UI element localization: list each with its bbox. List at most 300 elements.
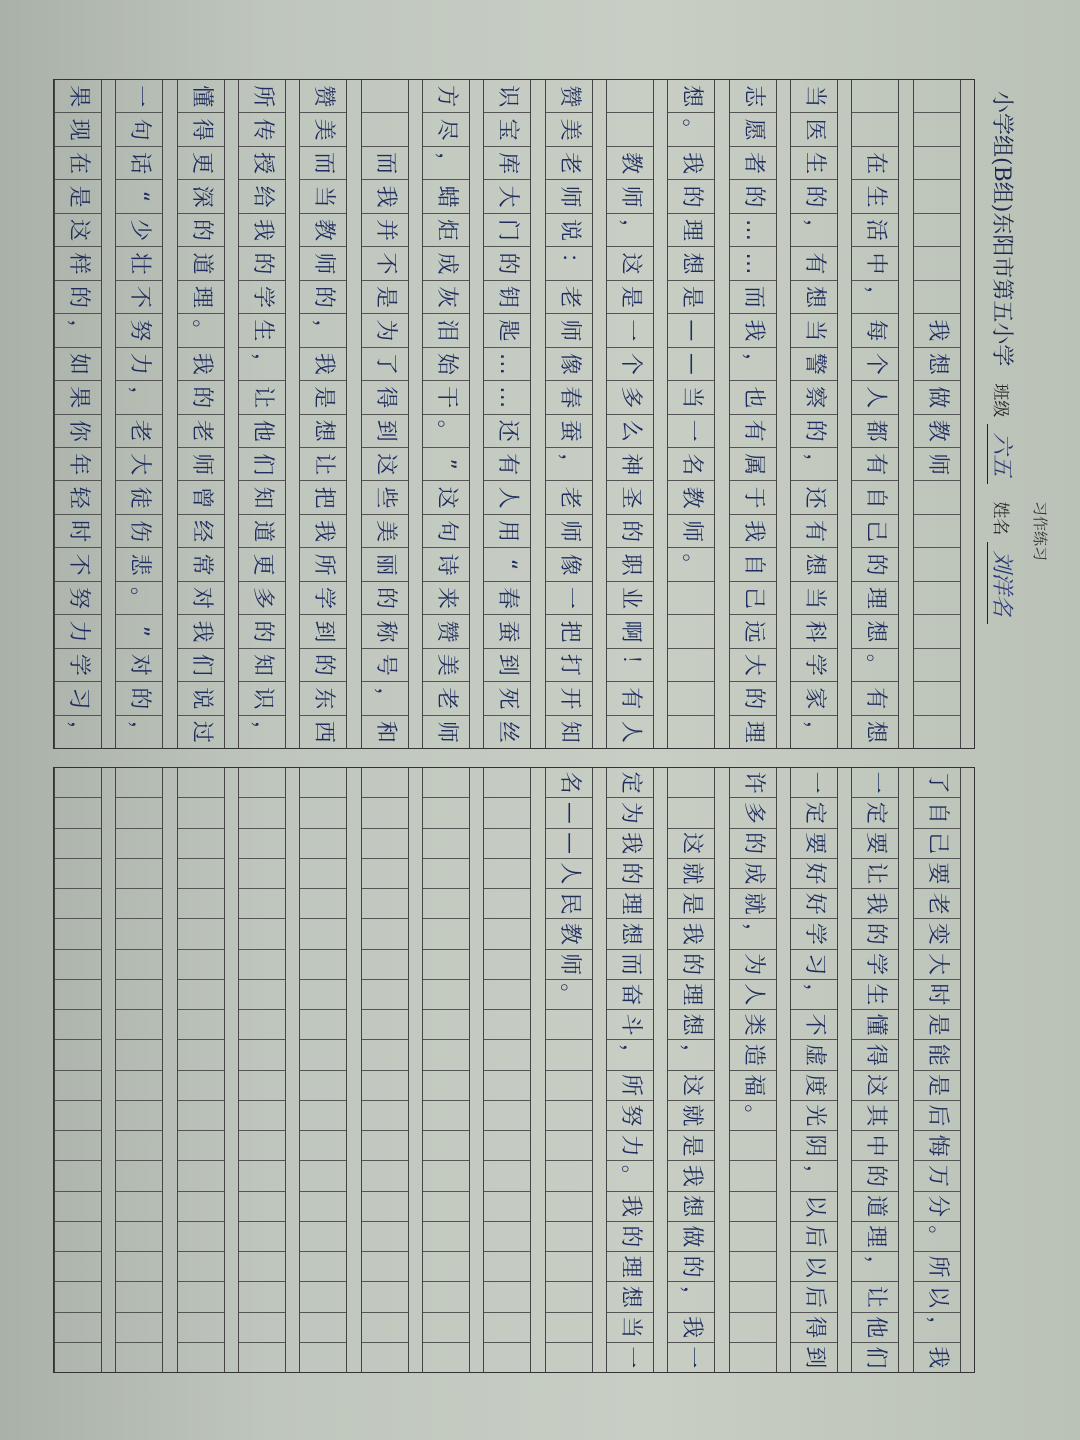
grid-row	[299, 80, 360, 748]
grid-cell: 。	[178, 314, 224, 347]
grid-row	[422, 80, 483, 748]
grid-cell: 道	[852, 1192, 898, 1222]
grid-cell: 我	[668, 1161, 714, 1191]
grid-cell: 曾	[178, 481, 224, 514]
grid-cell	[484, 950, 530, 980]
grid-cell: 方	[423, 80, 469, 113]
grid-cell	[546, 1010, 592, 1040]
grid-cell	[423, 1161, 469, 1191]
grid-cell: 人	[617, 720, 643, 743]
grid-cell: 我	[924, 1346, 950, 1369]
grid-cell: 定	[852, 798, 898, 828]
grid-cell	[178, 950, 224, 980]
grid-cell: 当	[668, 381, 714, 414]
grid-cell: 大	[730, 649, 776, 682]
grid-row	[115, 768, 176, 1372]
grid-cell: 丝	[495, 720, 521, 743]
grid-cell: ”	[423, 448, 469, 481]
grid-cell: 对	[178, 582, 224, 615]
grid-cell	[239, 1040, 285, 1070]
grid-cell: 做	[668, 1222, 714, 1252]
grid-cell: 在	[852, 147, 898, 180]
grid-cell: 教	[914, 415, 960, 448]
grid-cell: 蜡	[423, 180, 469, 213]
grid-row	[790, 80, 851, 748]
grid-cell: 自	[730, 548, 776, 581]
grid-cell: 奋	[607, 980, 653, 1010]
grid-cell: 当	[791, 80, 837, 113]
grid-cell: 得	[362, 381, 408, 414]
grid-cell: 万	[914, 1161, 960, 1191]
grid-cell	[362, 1313, 408, 1343]
grid-cell: 你	[55, 415, 101, 448]
grid-cell: 得	[178, 113, 224, 146]
grid-cell	[484, 1313, 530, 1343]
grid-cell: 是	[300, 381, 346, 414]
grid-cell	[423, 1313, 469, 1343]
grid-cell	[362, 1101, 408, 1131]
grid-cell	[484, 1161, 530, 1191]
grid-cell	[300, 1040, 346, 1070]
grid-cell	[116, 798, 162, 828]
grid-cell: 愿	[730, 113, 776, 146]
grid-row	[606, 768, 667, 1372]
grid-cell: 不	[791, 1010, 837, 1040]
grid-cell: 理	[740, 720, 766, 743]
grid-cell: 阴	[791, 1131, 837, 1161]
grid-cell: 一	[852, 768, 898, 798]
grid-cell	[116, 919, 162, 949]
grid-cell	[300, 1222, 346, 1252]
grid-cell	[55, 919, 101, 949]
grid-cell: 度	[791, 1071, 837, 1101]
grid-cell: 想	[863, 720, 889, 743]
grid-cell	[914, 281, 960, 314]
grid-cell: 更	[178, 147, 224, 180]
grid-cell: 是	[55, 180, 101, 213]
grid-cell: 为	[730, 950, 776, 980]
grid-cell	[362, 1161, 408, 1191]
grid-row	[238, 768, 299, 1372]
grid-cell: 后	[914, 1101, 960, 1131]
grid-cell	[300, 1192, 346, 1222]
grid-cell: ”	[116, 615, 162, 648]
grid-cell: 个	[607, 348, 653, 381]
grid-cell	[55, 950, 101, 980]
grid-cell: 我	[362, 180, 408, 213]
grid-cell	[484, 1040, 530, 1070]
grid-cell: 多	[730, 798, 776, 828]
grid-cell: 教	[300, 214, 346, 247]
grid-cell: 知	[556, 720, 582, 743]
grid-cell: 常	[178, 548, 224, 581]
grid-cell: 果	[55, 381, 101, 414]
grid-cell: 教	[607, 147, 653, 180]
grid-cell: 我	[852, 889, 898, 919]
grid-cell: 属	[730, 448, 776, 481]
grid-cell	[730, 1313, 776, 1343]
grid-cell	[239, 1131, 285, 1161]
grid-cell: 。	[914, 1222, 960, 1252]
grid-cell: 。	[546, 980, 592, 1010]
grid-cell: —	[546, 798, 592, 828]
grid-cell: 我	[607, 829, 653, 859]
grid-cell: 中	[852, 247, 898, 280]
grid-row	[606, 80, 667, 748]
grid-cell	[55, 859, 101, 889]
grid-cell	[178, 1101, 224, 1131]
grid-cell: 们	[863, 1346, 889, 1369]
grid-cell: 理	[178, 281, 224, 314]
grid-cell: 分	[914, 1192, 960, 1222]
grid-cell: 想	[607, 1282, 653, 1312]
grid-cell	[484, 980, 530, 1010]
grid-cell: 我	[914, 314, 960, 347]
grid-cell: 福	[730, 1071, 776, 1101]
grid-cell: 己	[852, 515, 898, 548]
grid-cell: 力	[607, 1131, 653, 1161]
grid-cell: 是	[668, 1131, 714, 1161]
grid-cell: 啊	[607, 615, 653, 648]
grid-cell: 说	[546, 214, 592, 247]
grid-cell	[178, 1192, 224, 1222]
grid-cell	[116, 889, 162, 919]
right-writing-grid	[53, 767, 975, 1373]
grid-cell: ，	[791, 980, 837, 1010]
grid-cell: 做	[914, 381, 960, 414]
grid-cell: 一	[668, 415, 714, 448]
grid-row	[483, 80, 544, 748]
grid-cell: 学	[791, 649, 837, 682]
grid-cell: 老	[116, 415, 162, 448]
grid-cell: 己	[730, 582, 776, 615]
grid-cell: 人	[484, 481, 530, 514]
grid-cell	[423, 919, 469, 949]
grid-cell: 门	[484, 214, 530, 247]
grid-cell: 句	[423, 515, 469, 548]
grid-cell: 习	[55, 682, 101, 715]
grid-cell: 理	[607, 889, 653, 919]
grid-cell	[484, 1252, 530, 1282]
grid-cell: 这	[607, 247, 653, 280]
grid-row	[545, 768, 606, 1372]
grid-cell: ，	[852, 281, 898, 314]
grid-cell	[730, 1131, 776, 1161]
grid-cell: 业	[607, 582, 653, 615]
grid-cell: 为	[362, 314, 408, 347]
grid-cell: 到	[362, 415, 408, 448]
grid-cell: 他	[239, 415, 285, 448]
grid-cell: 丽	[362, 548, 408, 581]
grid-cell	[914, 582, 960, 615]
grid-cell: 。	[607, 1161, 653, 1191]
grid-cell	[668, 649, 714, 682]
grid-cell	[730, 1161, 776, 1191]
grid-cell: 就	[668, 859, 714, 889]
grid-cell: 老	[546, 147, 592, 180]
grid-cell: 个	[852, 348, 898, 381]
grid-cell: 志	[730, 80, 776, 113]
grid-cell: 生	[239, 314, 285, 347]
grid-cell: 科	[791, 615, 837, 648]
grid-cell	[178, 768, 224, 798]
grid-cell: 始	[423, 348, 469, 381]
grid-cell: 的	[239, 247, 285, 280]
grid-cell: 样	[55, 247, 101, 280]
grid-cell	[423, 768, 469, 798]
grid-cell: 时	[55, 515, 101, 548]
grid-cell: 。	[423, 415, 469, 448]
grid-cell: 句	[116, 113, 162, 146]
grid-cell: 美	[423, 649, 469, 682]
grid-cell: 不	[362, 247, 408, 280]
grid-cell: 识	[239, 682, 285, 715]
grid-cell	[55, 768, 101, 798]
grid-cell: 壮	[116, 247, 162, 280]
grid-cell: 美	[300, 113, 346, 146]
grid-cell: 的	[300, 649, 346, 682]
grid-cell: 所	[914, 1252, 960, 1282]
grid-row	[361, 768, 422, 1372]
grid-cell	[914, 649, 960, 682]
grid-cell: 我	[300, 515, 346, 548]
grid-cell	[914, 548, 960, 581]
grid-cell: 们	[178, 649, 224, 682]
grid-cell: 过	[188, 720, 214, 743]
grid-cell: 的	[791, 180, 837, 213]
grid-cell: 老	[546, 481, 592, 514]
grid-cell	[55, 1313, 101, 1343]
grid-cell	[546, 1101, 592, 1131]
grid-cell	[239, 1282, 285, 1312]
grid-cell: 像	[546, 548, 592, 581]
left-writing-grid	[53, 79, 975, 749]
grid-cell: 后	[791, 1222, 837, 1252]
grid-cell: 警	[791, 348, 837, 381]
grid-cell: 大	[116, 448, 162, 481]
grid-cell: 的	[484, 247, 530, 280]
grid-cell: ，	[914, 1313, 960, 1343]
grid-cell: 类	[730, 1010, 776, 1040]
grid-cell: ，	[300, 314, 346, 347]
grid-cell: ，	[730, 348, 776, 381]
grid-cell: 的	[239, 615, 285, 648]
grid-cell: 钥	[484, 281, 530, 314]
grid-cell	[668, 798, 714, 828]
grid-cell: 轻	[55, 481, 101, 514]
grid-cell: 话	[116, 147, 162, 180]
grid-cell: 有	[607, 682, 653, 715]
grid-cell: —	[546, 829, 592, 859]
grid-cell: 当	[791, 314, 837, 347]
grid-cell: 为	[607, 798, 653, 828]
grid-cell	[178, 1282, 224, 1312]
grid-row	[422, 768, 483, 1372]
grid-cell: 这	[362, 448, 408, 481]
grid-cell	[239, 829, 285, 859]
grid-cell: 大	[484, 180, 530, 213]
grid-cell: 的	[55, 281, 101, 314]
grid-cell: 的	[178, 214, 224, 247]
grid-cell	[300, 1101, 346, 1131]
grid-cell: 的	[300, 281, 346, 314]
grid-cell: 想	[668, 247, 714, 280]
grid-cell	[668, 682, 714, 715]
grid-cell	[300, 829, 346, 859]
grid-cell: 的	[607, 859, 653, 889]
grid-cell	[423, 1222, 469, 1252]
grid-cell: 成	[423, 247, 469, 280]
grid-cell: 到	[300, 615, 346, 648]
grid-cell: 好	[791, 859, 837, 889]
grid-cell: 到	[801, 1346, 827, 1369]
grid-cell: 而	[607, 950, 653, 980]
grid-cell	[300, 1071, 346, 1101]
grid-cell: 老	[423, 682, 469, 715]
grid-cell: 有	[852, 448, 898, 481]
grid-cell	[423, 1010, 469, 1040]
grid-cell	[116, 1222, 162, 1252]
grid-cell	[55, 1192, 101, 1222]
grid-cell	[362, 1282, 408, 1312]
grid-cell: 当	[300, 180, 346, 213]
grid-cell: 要	[791, 829, 837, 859]
grid-cell: 懂	[852, 1010, 898, 1040]
grid-cell: 学	[300, 582, 346, 615]
grid-cell: 少	[116, 214, 162, 247]
grid-cell: 知	[239, 481, 285, 514]
grid-cell	[300, 1313, 346, 1343]
grid-cell: ，	[801, 720, 827, 743]
grid-cell: 到	[484, 649, 530, 682]
grid-cell	[178, 889, 224, 919]
grid-cell	[914, 615, 960, 648]
grid-cell	[362, 1252, 408, 1282]
grid-cell: ，	[607, 214, 653, 247]
grid-cell: 得	[791, 1313, 837, 1343]
grid-cell: 号	[362, 649, 408, 682]
grid-cell: 灰	[423, 281, 469, 314]
grid-cell: 老	[546, 281, 592, 314]
grid-cell: 一	[607, 314, 653, 347]
grid-cell	[423, 859, 469, 889]
grid-cell: 悔	[914, 1131, 960, 1161]
grid-cell: 悲	[116, 548, 162, 581]
grid-cell	[423, 1192, 469, 1222]
header-line	[987, 91, 1019, 751]
grid-cell: 定	[791, 798, 837, 828]
grid-cell: 道	[178, 247, 224, 280]
grid-cell: 有	[791, 515, 837, 548]
grid-row	[177, 768, 238, 1372]
grid-cell: 好	[791, 889, 837, 919]
grid-cell	[423, 1101, 469, 1131]
grid-cell: 理	[668, 980, 714, 1010]
grid-cell: 美	[362, 515, 408, 548]
grid-cell: 活	[852, 214, 898, 247]
grid-cell	[423, 829, 469, 859]
grid-cell: 干	[423, 381, 469, 414]
grid-cell: …	[730, 214, 776, 247]
grid-cell	[914, 113, 960, 146]
grid-cell: 泪	[423, 314, 469, 347]
grid-cell: 都	[852, 415, 898, 448]
grid-cell	[362, 889, 408, 919]
grid-cell	[239, 1343, 285, 1372]
grid-cell: 蚕	[484, 615, 530, 648]
grid-cell: 现	[55, 113, 101, 146]
grid-cell	[362, 798, 408, 828]
grid-cell: 对	[116, 649, 162, 682]
grid-cell	[300, 1010, 346, 1040]
grid-cell	[55, 1010, 101, 1040]
grid-cell: 是	[668, 281, 714, 314]
grid-cell: 学	[852, 950, 898, 980]
grid-cell: 有	[730, 415, 776, 448]
grid-cell: 开	[546, 682, 592, 715]
grid-cell: 多	[239, 582, 285, 615]
grid-cell: 的	[607, 515, 653, 548]
grid-row	[729, 80, 790, 748]
grid-cell: 成	[730, 859, 776, 889]
grid-cell	[239, 980, 285, 1010]
grid-cell: ，	[852, 1252, 898, 1282]
grid-cell: 在	[55, 147, 101, 180]
grid-cell: 的	[791, 415, 837, 448]
grid-cell	[178, 829, 224, 859]
grid-cell: 么	[607, 415, 653, 448]
grid-cell: 这	[55, 214, 101, 247]
grid-cell: 斗	[607, 1010, 653, 1040]
grid-cell: ，	[791, 214, 837, 247]
grid-cell: 理	[607, 1252, 653, 1282]
grid-cell	[914, 80, 960, 113]
grid-cell: 深	[178, 180, 224, 213]
grid-cell	[852, 80, 898, 113]
grid-cell: 有	[791, 247, 837, 280]
grid-cell	[362, 1131, 408, 1161]
grid-cell: 传	[239, 113, 285, 146]
grid-cell	[55, 1343, 101, 1372]
grid-cell: 。	[730, 1101, 776, 1131]
grid-cell: 这	[852, 1071, 898, 1101]
grid-cell	[362, 1040, 408, 1070]
grid-cell: 习	[791, 950, 837, 980]
grid-cell: 师	[914, 448, 960, 481]
grid-row	[54, 80, 115, 748]
grid-cell: 库	[484, 147, 530, 180]
grid-cell	[178, 1313, 224, 1343]
grid-cell	[668, 582, 714, 615]
left-page	[29, 71, 1059, 761]
grid-cell	[484, 1222, 530, 1252]
grid-cell: 而	[362, 147, 408, 180]
grid-cell: 能	[914, 1040, 960, 1070]
grid-cell: 学	[55, 649, 101, 682]
grid-cell	[178, 1071, 224, 1101]
grid-cell: 年	[55, 448, 101, 481]
grid-cell: 知	[239, 649, 285, 682]
grid-cell: 蚕	[546, 415, 592, 448]
grid-cell	[239, 950, 285, 980]
grid-cell	[423, 1343, 469, 1372]
grid-cell	[239, 1010, 285, 1040]
grid-cell: 我	[239, 214, 285, 247]
grid-cell: 我	[668, 147, 714, 180]
grid-cell: 老	[914, 889, 960, 919]
grid-cell: 有	[484, 448, 530, 481]
grid-cell	[484, 919, 530, 949]
